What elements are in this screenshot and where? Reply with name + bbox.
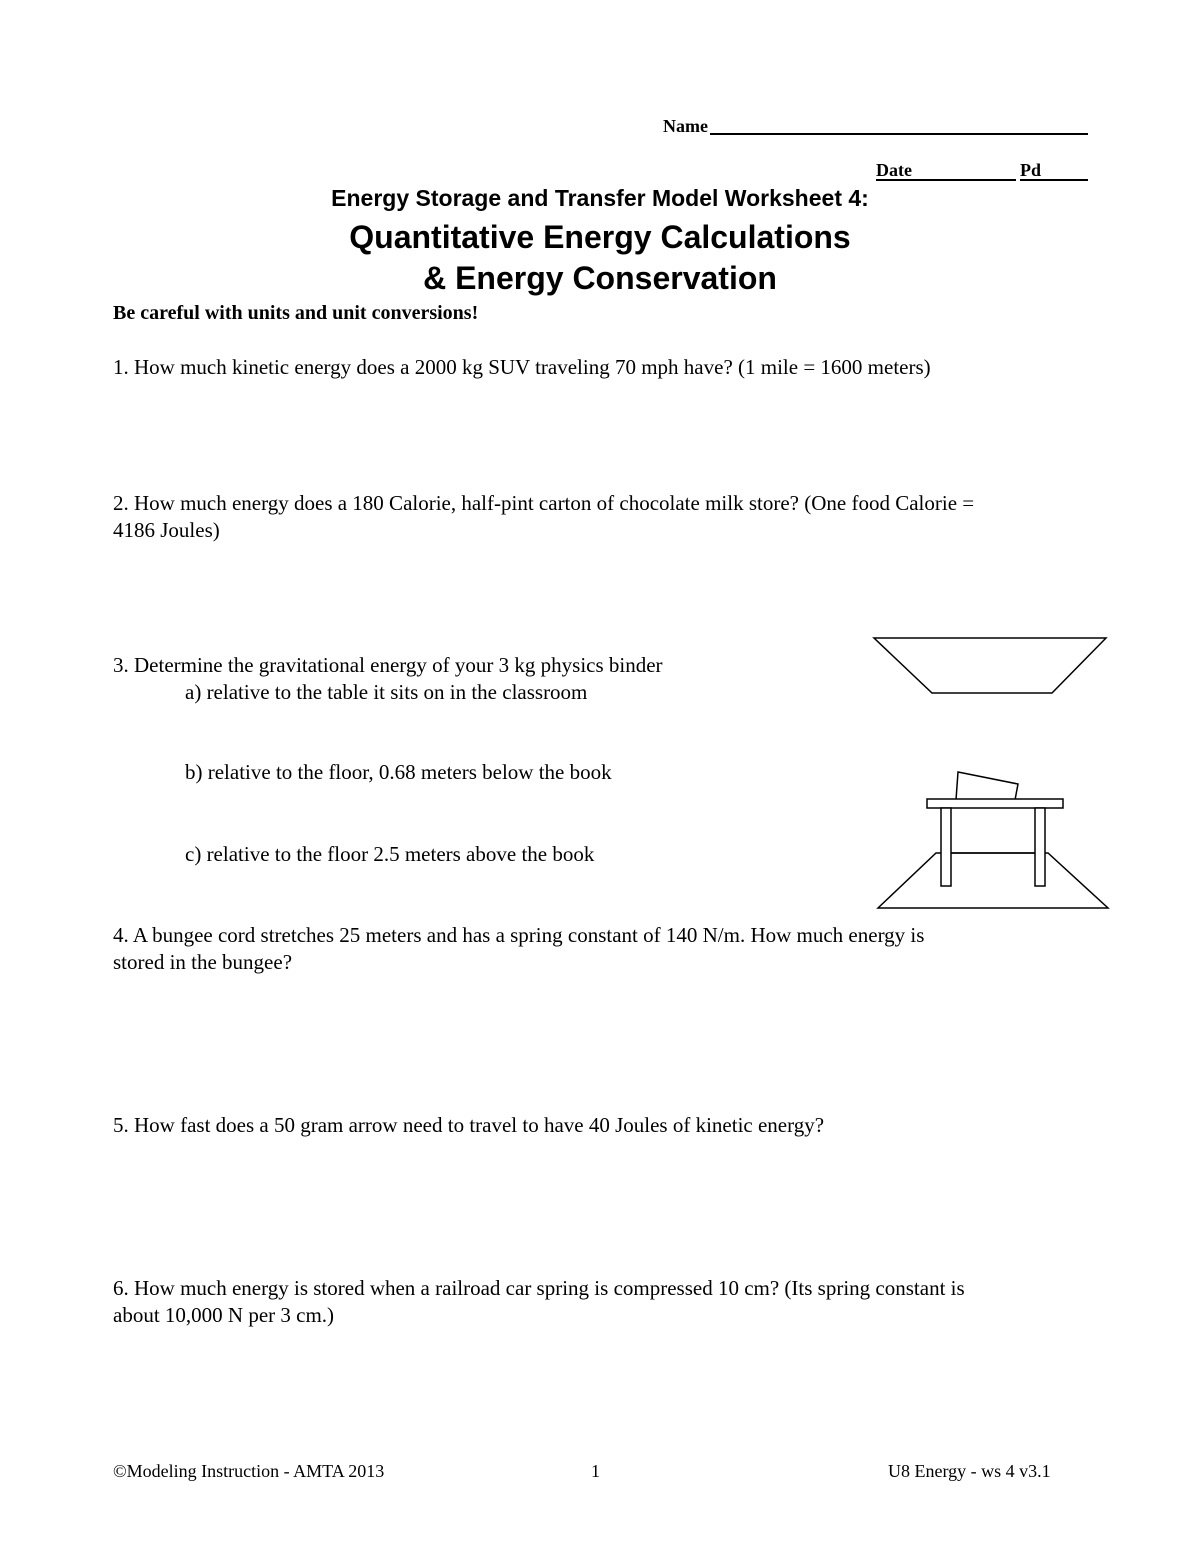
- question-6-line2: about 10,000 N per 3 cm.): [113, 1303, 335, 1327]
- footer-page-number: 1: [591, 1461, 600, 1481]
- worksheet-subtitle-line2: & Energy Conservation: [423, 260, 777, 296]
- period-label: Pd: [1020, 160, 1042, 180]
- footer-copyright: ©Modeling Instruction - AMTA 2013: [113, 1461, 385, 1481]
- question-1: 1. How much kinetic energy does a 2000 kg SUV traveling 70 mph have? (1 mile = 1600 meters): [113, 355, 931, 379]
- question-6-line1: 6. How much energy is stored when a railroad car spring is compressed 10 cm? (Its spring constant is: [113, 1276, 965, 1300]
- question-4-line1: 4. A bungee cord stretches 25 meters and has a spring constant of 140 N/m. How much energy is: [113, 923, 925, 947]
- question-3b: b) relative to the floor, 0.68 meters below the book: [185, 760, 612, 784]
- date-field-line[interactable]: [876, 179, 1016, 181]
- question-3a: a) relative to the table it sits on in the classroom: [185, 680, 588, 704]
- table-icon: [872, 768, 1116, 914]
- name-label: Name: [663, 116, 708, 136]
- period-field-line[interactable]: [1020, 179, 1088, 181]
- question-3c: c) relative to the floor 2.5 meters above the book: [185, 842, 595, 866]
- footer-version: U8 Energy - ws 4 v3.1: [888, 1461, 1051, 1481]
- question-2-line2: 4186 Joules): [113, 518, 220, 542]
- question-2-line1: 2. How much energy does a 180 Calorie, half-pint carton of chocolate milk store? (One food Calorie =: [113, 491, 975, 515]
- question-4-line2: stored in the bungee?: [113, 950, 293, 974]
- ceiling-icon: [870, 634, 1110, 698]
- instruction-text: Be careful with units and unit conversions!: [113, 302, 479, 324]
- question-3: 3. Determine the gravitational energy of your 3 kg physics binder: [113, 653, 663, 677]
- worksheet-title: Energy Storage and Transfer Model Worksheet 4:: [331, 185, 869, 211]
- date-label: Date: [876, 160, 912, 180]
- worksheet-subtitle-line1: Quantitative Energy Calculations: [349, 219, 851, 255]
- question-5: 5. How fast does a 50 gram arrow need to travel to have 40 Joules of kinetic energy?: [113, 1113, 825, 1137]
- name-field-line[interactable]: [710, 133, 1088, 135]
